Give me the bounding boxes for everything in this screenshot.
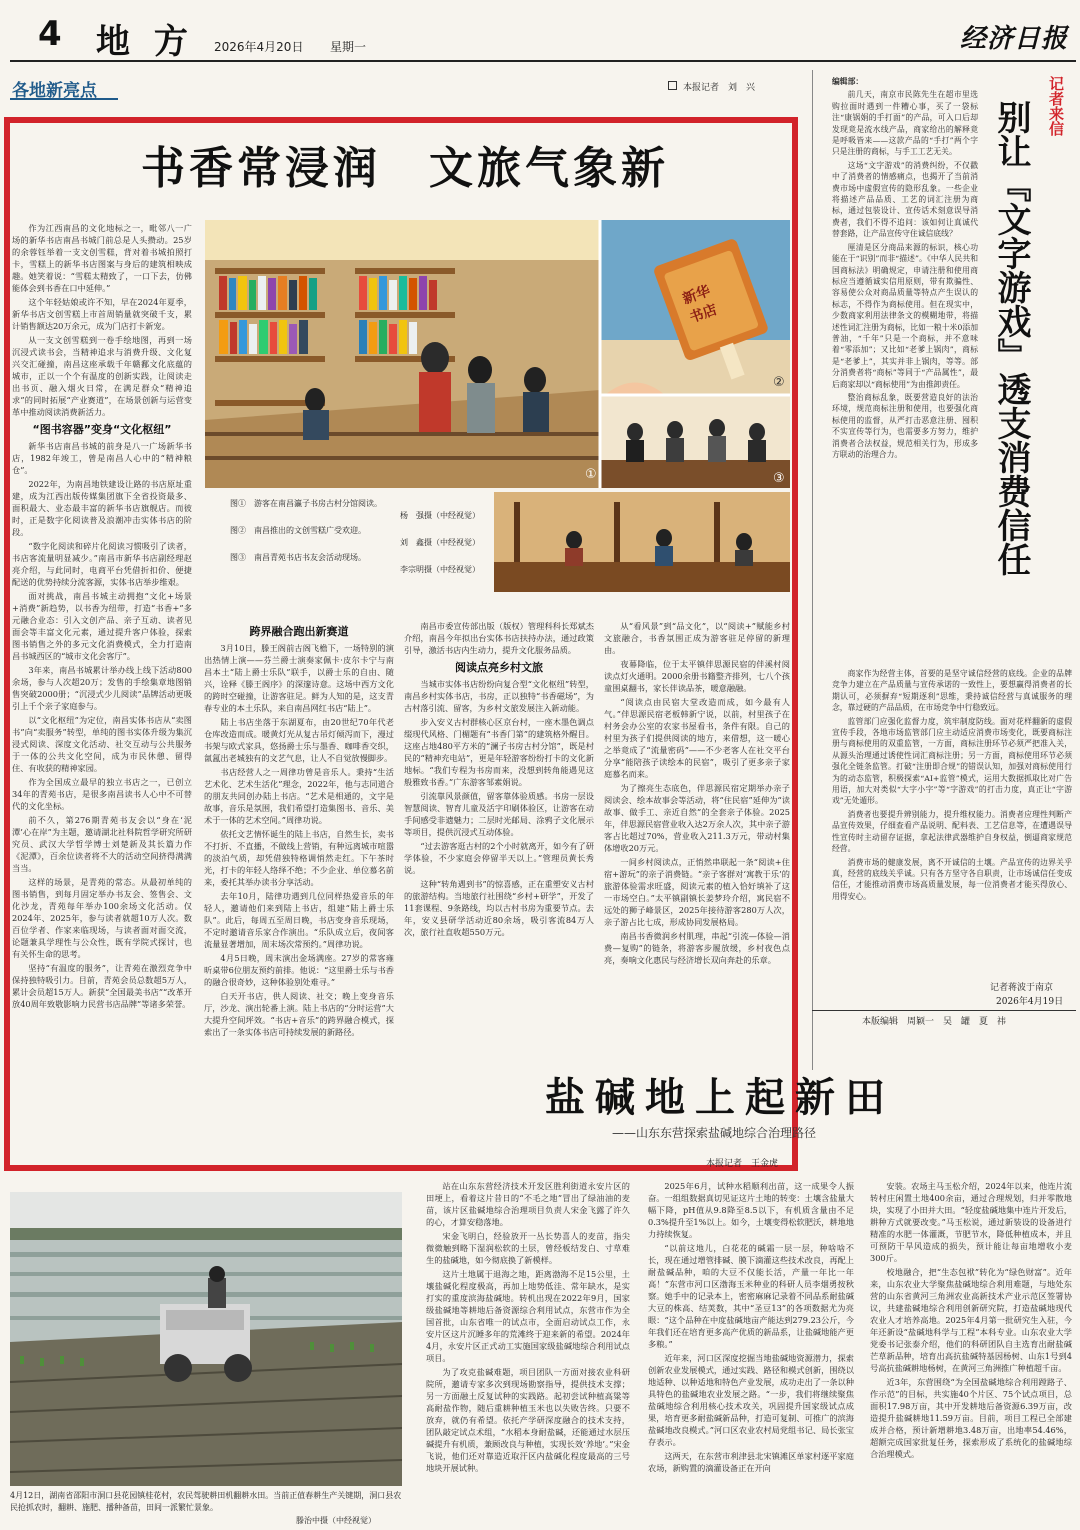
paragraph: 坚持“有温度的服务”，让青苑在激烈竞争中保持独特吸引力。目前，青苑会员总数超5万人，累计会员超15万人。新获“全国最美书店”“改革开放40周年致敬影响力民营书店品牌”等诸多荣誉。 — [12, 963, 192, 1009]
letter-body-bottom — [832, 668, 1072, 902]
feature-col3-body — [404, 678, 594, 938]
paragraph: 面对挑战，南昌书城主动拥抱“文化+场景+消费”新趋势，以书香为纽带，打造“书香+”多元融合业态：引入文创产品、亲子互动、读者见面会等丰富文化元素，通过提升客户体验，探索图书销售之外的多元文化消费模式，全力打造南昌书城西区的“城市文化会客厅”。 — [12, 591, 192, 661]
photo4-svg — [494, 492, 790, 592]
photo-number-3: ③ — [773, 471, 785, 486]
caption-number: 图① — [230, 499, 246, 508]
feature-col2-body — [204, 642, 394, 1038]
column-label: 记者来信 — [1047, 76, 1065, 136]
article2-column-2 — [648, 1180, 854, 1524]
feature-subhead-1: “图书容器”变身“文化枢纽” — [32, 423, 172, 436]
svg-text:书店: 书店 — [687, 301, 720, 327]
letter-signature: 记者蒋波于南京 — [990, 983, 1054, 993]
paragraph: 近3年，东营围绕“为全国盐碱地综合利用蹚路子、作示范”的目标，共实施40个片区、75个试点项目，总面积17.98万亩，其中开发耕地后备资源6.39万亩，改造提升盐碱耕地11.59万亩。目前，项目工程已全部建成并合格，预计新增耕地3.48万亩，出地率54.46%，超额完成国家批复任务，探索形成了系统化的盐碱地综合治理模式。 — [870, 1377, 1072, 1459]
paragraph: 步入安义古村群核心区京台村，一座木墨色调点缀现代风格、门楣题有“书香门第”的建筑格外醒目。这座占地480平方米的“澜子书房古村分馆”，既是村民的“精神充电站”，更是年轻游客纷纷打卡的文化新地标。“我们专程为书房而来，没想到转角能遇见这般雅致书香。”广东游客邹素娟说。 — [404, 717, 594, 787]
masthead-rule — [10, 60, 1076, 62]
letter-paragraph: 这场“文字游戏”的消费纠纷，不仅戳中了消费者的情感痛点，也揭开了当前消费市场中虚假宣传的隐形乱象。一些企业将描述产品品质、工艺的词汇注册为商标，通过包装设计、宣传话术刻意误导消费者，我们不得不追问：该如何让真诚代替套路，让产品宣传守住诚信底线？ — [832, 160, 978, 239]
paragraph: 南昌书香微润乡村肌理，串起“引流—体验—消费—复购”的链条，将游客步履放缓，乡村夜色点亮，奏响文化惠民与经济增长双向奔赴的乐章。 — [604, 931, 790, 965]
paragraph: 作为全国成立最早的独立书店之一，已创立34年的青苑书店，是很多南昌读书人心中不可替代的文化坐标。 — [12, 777, 192, 811]
caption-number: 图③ — [230, 553, 246, 562]
right-column-divider — [812, 70, 813, 1070]
paragraph: 去年10月，陆律功遇到几位同样热爱音乐的年轻人，邀请他们来到陆上书店，组建“陆上爵士乐队”。此后，每周五至周日晚，书店变身音乐现场，不定时邀请音乐家合作演出。“乐队成立后，夜间客流量显著增加，周末场次常预约。”周律功说。 — [204, 891, 394, 949]
paragraph: 从“看风景”到“品文化”，以“阅读+”赋能乡村文旅融合，书香氛围正成为游客驻足停留的新理由。 — [604, 621, 790, 655]
paragraph: 从一支文创雪糕到一卷手绘地图，再到一场沉浸式读书会，当精神追求与消费升级、文化复兴交汇碰撞，南昌这座承载千年赣鄱文化底蕴的城市，正以一个个有温度的创新实践，让阅读走出书页、融入烟火日常，在满足群众“精神追求”的同时拓展“产业赛道”，在场景创新与运营变革中推动阅读消费新活力。 — [12, 335, 192, 417]
letter-paragraph: 整治商标乱象，既要营造良好的法治环境，规范商标注册和使用，也要强化商标使用的监督，从严打击恶意注册、囤积不实宣传等行为，也需要多方努力，维护消费者合法权益，规范相关行为，形成多方联动的治理合力。 — [832, 392, 978, 459]
paragraph: 3月10日，滕王阁前古阁飞檐下，一场特别的演出热情上演——芬兰爵士演奏家佩卡·皮尔卡宁与南昌本土“陆上爵士乐队”联手，以爵士乐的自由、随兴，诠释《滕王阁序》的深邃诗意。这场中西方文化的跨时空碰撞，让游客驻足。鲜为人知的是，这支青春专业的本土乐队，来自南昌网红书店“陆上”。 — [204, 643, 394, 713]
paragraph: 新华书店南昌书城的前身是八一广场新华书店，1982年竣工，曾是南昌人心中的“精神粮仓”。 — [12, 441, 192, 475]
paragraph: 一间乡村阅读点，正悄然串联起一条“阅读+住宿+游玩”的亲子消费链。“亲子客群对‘寓教于乐’的旅游体验需求旺盛，阅读元素的植入恰好填补了这一市场空白。”太平镇副镇长姜梦玲介绍，寓民宿不远处的狮子峰景区，2025年接待游客280万人次，亲子游占比七成，形成协同发展格局。 — [604, 857, 790, 927]
paragraph: 这片土地属于退海之地，距离渤海不足15公里，土壤盐碱化程度极高，再加上地势低洼、常年缺水，是实打实的重度滨海盐碱地。转机出现在2022年9月，国家级盐碱地等耕地后备资源综合利用试点，东营市作为全国首批，山东省唯一的试点市，全面启动试点工作，永安片区这片沉睡多年的荒滩终于迎来新的希望。2024年4月，永安片区正式动工实施国家级盐碱地综合利用试点项目。 — [426, 1269, 630, 1363]
paragraph: 3年来，南昌书城累计举办线上线下活动800余场，参与人次超20万；发售的手绘集章地图销售突破2000册；“沉浸式少儿阅读”品牌活动更吸引上千个亲子家庭参与。 — [12, 665, 192, 711]
plowing-photo-credit: 滕治中摄（中经视觉） — [296, 1516, 376, 1525]
letter-salutation: 编辑部： — [832, 77, 864, 86]
paragraph: 作为江西南昌的文化地标之一，毗邻八一广场的新华书店南昌书城门前总是人头攒动。25岁的余蓉钰举着一支文创雪糕，背对着书城拍照打卡，雪糕上的新华书店图案与身后的建筑相映成趣。她笑着说：“雪糕太精致了，一口下去，仿佛能体会到书香在口中延伸。” — [12, 223, 192, 293]
caption-row — [230, 498, 480, 522]
article2-col1-body — [426, 1180, 630, 1474]
caption-credit: 李宗明摄（中经视觉） — [400, 565, 480, 574]
caption-credit: 杨 强摄（中经视觉） — [400, 511, 480, 520]
feature-col4-body — [604, 620, 790, 966]
feature-column-1 — [12, 222, 192, 1162]
bookstore-photo-collage — [205, 220, 790, 488]
article2-subtitle: ——山东东营探索盐碱地综合治理路径 — [612, 1126, 817, 1140]
paragraph: 为了攻克盐碱难题，项目团队一方面对接农业科研院所，邀请专家多次到现场勘察指导，提供技术支撑；另一方面融土反复试种的实践路。起初尝试种植高粱等高耐盐作物，随后重耕种植玉米也以失败告终。只要不放弃，就仍有希望。依托产学研深度融合的技术支持，团队敲定试点术组，“水稻本身耐盐碱，还能通过水层压碱提升有机质，兼顾改良与种植，实现长效‘养地’。”宋金飞说，他们还对靠造近取汗区内盐碱化程度最高的三号地块开展试种。 — [426, 1367, 630, 1473]
spring-plowing-photo — [10, 1192, 402, 1486]
paper-logo: 经济日报 — [960, 24, 1069, 54]
caption-text: 游客在南昌瀛子书房古村分馆阅读。 — [254, 499, 382, 508]
svg-text:新华: 新华 — [680, 282, 713, 308]
article2-title: 盐碱地上起新田 — [545, 1074, 895, 1121]
feature-col3-intro — [404, 620, 594, 656]
feature-col1-intro — [12, 222, 192, 418]
caption-number: 图② — [230, 526, 246, 535]
collage-svg — [205, 220, 790, 488]
paragraph: 安装。农场主马玉松介绍，2024年以来，他连片流转村庄闲置土地400余亩，通过合理规划，归并零散地块，实现了小田并大田。“轻度盐碱地集中连片开发后，耕种方式就要改变。”马玉松说，通过新装设的设备进行精准的水肥一体灌溉，节肥节水，降低种植成本，并且可预防干旱风造成的损失，预计能让每亩地增收小麦300斤。 — [870, 1181, 1072, 1263]
letter-body-lower — [832, 668, 1072, 968]
paragraph: 这个年轻姑娘或许不知，早在2024年夏季，新华书店文创雪糕上市首周销量就突破千支，累计销售额达20万余元，成为门店打卡新宠。 — [12, 297, 192, 331]
article2-col3-body — [870, 1180, 1072, 1460]
letter-date: 2026年4月19日 — [996, 997, 1064, 1007]
photo-4-reading-room — [494, 492, 790, 592]
paragraph: 夜幕降临，位于太平镇伴思源民宿的伴溪村阅读点灯火通明。2000余册书籍整齐排列，七八个孩童围桌翻书，家长伴读品茶，暖意融融。 — [604, 659, 790, 693]
letter-body-top — [832, 76, 978, 460]
paragraph: 这样的场景，是青苑的常态。从最初单纯的图书销售，到每月固定举办书友会、签售会、文化沙龙，青苑每年举办100余场文化活动。仅2024年、2025年，参与读者就超10万人次。数百位学者、作家来临现场，与读者面对面交流，论题兼具学理性与公众性，既有学院式探讨，也有关怀生命的思考。 — [12, 877, 192, 959]
page-name: 地 方 — [96, 22, 194, 62]
letter-paragraph: 厘清是区分商品来源的标识，核心功能在于“识别”而非“描述”。《中华人民共和国商标法》明确规定，申请注册和使用商标应当遵循诚实信用原则，带有欺骗性、容易使公众对商品质量等特点产生误认的标志，不得作为商标使用。但在现实中，少数商家利用法律条文的模糊地带，将描述性词汇注册为商标，比如一粮十米0添加普油，“千年”只是一个商标，并不意味着“零添加”；又比如“老爹上锅肉”，商标是“老爹上”，其实并非上锅肉，等等。部分消费者将“商标”等同于“产品属性”，最后商家却以“商标使用”为由推卸责任。 — [832, 242, 978, 389]
paragraph: 2022年，为南昌地铁建设让路的书店原址重建，成为江西出版传媒集团旗下全省投资最多、面积最大、业态最丰富的新华书店旗舰店。而彼时，正是数字化阅读普及浪潮冲击实体书店的阶段。 — [12, 479, 192, 537]
paragraph: “以前这地儿，白花花的碱霜一层一层，种啥啥不长，现在通过增管排碱、膜下滴灌这些技术改良，再配上耐盐碱品种，咱的大豆不仅能长活，产量一年比一年高！”东营市河口区渤海玉米种业的科研人员李烟勇按秋察。她手中的记录本上，密密麻麻记录着不同品系耐盐碱大豆的株高、结荚数，其中“圣豆13”的各项数据尤为亮眼：“这个品种在中度盐碱地亩产能达到279.23公斤，今年我们还在培育更多高产优质的新品系，让盐碱地能产更多粮。” — [648, 1243, 854, 1349]
paragraph: “过去游客逛古村的2个小时就离开，如今有了研学体验，不少家庭会停留半天以上。”管理员黄长秀说。 — [404, 841, 594, 875]
paragraph: 引流靠风景颜值，留客靠体验质感。书房一层设智慧阅读、智育儿童及活字印刷体验区，让游客在动手间感受非遗魅力；二层时光邮局、涂鸦子文化展示等项目，提供沉浸式互动体验。 — [404, 791, 594, 837]
caption-text: 南昌推出的文创雪糕广受欢迎。 — [254, 526, 366, 535]
masthead — [0, 0, 1080, 70]
paragraph: 南昌市委宣传部出版（版权）管理科科长郑斌杰介绍，南昌今年拟出台实体书店扶持办法，通过政策引导，激活书店内生动力，提升文化服务品质。 — [404, 621, 594, 655]
paragraph: 当城市实体书店纷纷向复合型“文化枢纽”转型，南昌乡村实体书店，书房，正以独特“书香磁场”，为古村落引流、留客，为乡村文旅发展注入新动能。 — [404, 679, 594, 713]
issue-weekday: 星期一 — [330, 40, 367, 54]
photo-number-2: ② — [773, 375, 785, 390]
letter-paragraph: 商家作为经营主体，首要的是坚守诚信经营的底线。企业的品牌竞争力建立在产品质量与宣传承诺的一致性上，要想赢得消费者的长期认可，必须摒弃“短期逐利”思维，秉持诚信经营与真诚服务的理念，靠过硬的产品品质，在市场竞争中行稳致远。 — [832, 669, 1072, 713]
feature-column-2 — [204, 620, 394, 1160]
paragraph: 校地融合，把“生态包袱”转化为“绿色财富”。近年来，山东农业大学聚焦盐碱地综合利用难题，与地处东营的山东省黄河三角洲农业高新技术产业示范区签署协议，共建盐碱地综合利用创新研究院，打造盐碱地现代农业人才培养高地。2025年4月第一批研究生入驻，今年还新设“盐碱地科学与工程”本科专业。山东农业大学党委书记张泰介绍，他们的科研团队自主选育出耐盐碱芒草新品种，培育出高抗盐碱特基因杨树、山东1号到4号高抗盐碱耕地杨树，在黄河三角洲推广种植超千亩。 — [870, 1267, 1072, 1373]
paragraph: “数字化阅读和碎片化阅读习惯吸引了读者，书店客流量明显减少。”南昌市新华书店副经理赵亮介绍，与此同时，电商平台凭借折扣价、便捷配送的优势持续分流客源，实体书店举步维艰。 — [12, 541, 192, 587]
byline-square-icon — [668, 81, 677, 90]
article2-column-1 — [426, 1180, 630, 1524]
feature-subhead-3: 阅读点亮乡村文旅 — [455, 661, 543, 674]
paragraph: 白天开书店，供人阅读、社交；晚上变身音乐厅，沙龙、演出轮番上演。陆上书店的“分时运营”大大提升空间坪效。“书店+音乐”的跨界融合模式，探索出了一条实体书店可持续发展的新路径。 — [204, 991, 394, 1037]
photo-captions — [230, 498, 480, 579]
feature-title: 书香常浸润 文旅气象新 — [141, 143, 669, 194]
paragraph: 依托文艺情怀诞生的陆上书店，自然生长，卖书不打折、不直播，不做线上营销，有种远离城市喧嚣的淡泊气质，却凭借独特格调悄然走红。下午茶时光，打卡的年轻人络绎不绝；不少企业、单位慕名前来，委托其举办读书分享活动。 — [204, 829, 394, 887]
caption-text: 南昌青苑书店书友会活动现场。 — [254, 553, 366, 562]
paragraph: 陆上书店坐落于东湖夏布，由20世纪70年代老仓库改造而成。暖黄灯光从复古吊灯倾泻而下，漫过书架与欧式家具，悠扬爵士乐与墨香、咖啡香交织，氤氲出老城独有的文艺气息，让人不自觉放慢脚步。 — [204, 717, 394, 763]
paragraph: “阅读点由民宿大堂改造而成，如今最有人气。”伴思源民宿老板韩新宁说，以前，村里孩子在村务会办公室的农家书屋看书，条件有限。自己的村里为孩子们提供阅读的地方，来借想，这一暖心之举竟成了“流量密码”——不少老客人在社交平台分享“能陪孩子读绘本的民宿”，吸引了更多亲子家庭慕名而来。 — [604, 697, 790, 779]
paragraph: 宋金飞明白，经验放开一丛长势喜人的麦苗，指尖微微触到略下湿润松软的土层，曾经板结发白、寸草难生的盐碱地，如今彻底换了新模样。 — [426, 1231, 630, 1265]
plowing-photo-svg — [10, 1192, 402, 1486]
letter-paragraph: 前几天，南京市民陈先生在超市里选购拉面时遇到一件糟心事，买了一袋标注“康锅娟的手打面”的产品，可入口后却发现竟是流水线产品，商家给出的解释竟是呼吸皆来——这款产品的“手打”两个字只是注册的商标，与手工工艺无关。 — [832, 90, 978, 157]
paragraph: 2025年6月，试种水稻顺利出苗，这一成果令人振奋。一组组数据真切见证这片土地的转变：土壤含盐量大幅下降，pH值从9.8降至8.5以下，有机质含量由不足0.3%提升至1%以上。如今，土壤变得松软肥沃，耕地地力持续恢复。 — [648, 1181, 854, 1239]
paragraph: 前不久，第276期青苑书友会以“身在‘泥潭’心在岸”为主题，邀请湖北社科院哲学研究所研究员、武汉大学哲学博士刘楚新及其长篇力作《泥潭》，百余位读者将不大的活动空间挤得满满当当。 — [12, 815, 192, 873]
paragraph: 站在山东东营经济技术开发区胜利街道永安片区的田埂上，看着这片昔日的“不毛之地”冒出了绿油油的麦苗，该片区盐碱地综合治理项目负责人宋金飞露了许久的心，才算安稳落地。 — [426, 1181, 630, 1227]
paragraph: 近年来，河口区深度挖掘当地盐碱地资源潜力，探索创新农业发展模式，通过实践、路径和模式创新，围绕以地适种、以种适地和特色产业发展，成功走出了一条以种具特色的盐碱地农业发展之路。“一步，我们将继续聚焦盐碱地综合利用核心技术攻关，巩固提升国家级试点成果，培育更多耐盐碱新品种，打造可复制、可推广的滨海盐碱地改良模式。”河口区农业农村局党组书记、局长张宝存表示。 — [648, 1353, 854, 1447]
paragraph: 这种“转角遇到书”的惊喜感，正在重塑安义古村的旅游结构。当地旅行社围绕“乡村+研学”，开发了11套课程、9条路线，均以古村书房为重要节点。去年，安义县研学活动近80余场，吸引客流84万人次，旅行社直收超550万元。 — [404, 879, 594, 937]
editors-credit: 本版编辑 周颖一 吴 罐 夏 祎 — [862, 1017, 1007, 1027]
column-title: 别让『文字游戏』透支消费信任 — [991, 100, 1031, 576]
top-byline: 本报记者 刘 兴 — [668, 80, 755, 93]
caption-row — [230, 525, 480, 549]
caption-row — [230, 552, 480, 576]
section-tag: 各地新亮点 — [12, 81, 97, 101]
paragraph: 这两天，在东营市利津县北宋镇滩区单家村逐平家庭农场，新购置的滴灌设备正在开向 — [648, 1451, 854, 1473]
page-number: 4 — [38, 14, 62, 54]
issue-date: 2026年4月20日 — [214, 40, 304, 54]
article2-col2-body — [648, 1180, 854, 1474]
paragraph: 书店经营人之一周律功曾是音乐人。秉持“生活艺术化、艺术生活化”理念，2022年，他与志同道合的朋友共同创办陆上书店。“艺术是相通的，文字是故事，音乐是氛围，我们希望打造集图书、音乐、美术于一体的艺术空间。”周律功说。 — [204, 767, 394, 825]
letter-paragraph: 监管部门应强化监督力度，筑牢制度防线。面对花样翻新的虚假宣传手段，各地市场监管部门应主动适应消费市场变化，既要商标注册与商标使用的双重监管，一方面，商标注册环节必须严把准入关，从源头治理通过诱使性词汇商标注册；另一方面，商标使用环节必须强化全链条监管。打破“注册即合规”的错误认知，加强对商标使用行为的动态监管，积极探索“AI+监管”模式，运用大数据抓取比对广告用语，加大对类似“大字小字”等“字游戏”的打击力度，真正让“字游戏”无处遁形。 — [832, 716, 1072, 806]
paragraph: 以“文化枢纽”为定位，南昌实体书店从“卖图书”向“卖服务”转型，单纯的图书实体升级为集沉浸式阅读、深度文化活动、社交互动与公共服务于一体的公共文化空间，成为市民休憩、留得住、有收获的精神家园。 — [12, 715, 192, 773]
caption-credit: 刘 鑫摄（中经视觉） — [400, 538, 480, 547]
article2-column-3 — [870, 1180, 1072, 1524]
paragraph: 为了擦亮生态底色，伴思源民宿定期举办亲子阅读会、绘本故事会等活动，将“住民宿”延伸为“读故事、做手工、亲近自然”的全套亲子体验。2025年，伴思源民宿营业收入达2万余人次，其中亲子游客占比超过70%，营业收入211.3万元，带动村集体增收20万元。 — [604, 783, 790, 853]
editors-rule — [812, 1010, 1076, 1011]
feature-subhead-2: 跨界融合跑出新赛道 — [249, 625, 349, 638]
letter-body — [832, 76, 978, 636]
letter-paragraph: 消费市场的健康发展，离不开诚信的土壤。产品宣传的边界关乎真，经营的底线关乎诚。只有各方坚守各自职责，让市场诚信任变成信任，才能推动消费市场高质量发展，每一位消费者才能买得放心、用得安心。 — [832, 857, 1072, 901]
paragraph: 4月5日晚，周末演出金场满座。27岁的常客雍昕桌带6位朋友预约前排。他说：“这里爵士乐与书香的融合很奇妙，这种体验别处难寻。” — [204, 953, 394, 987]
feature-col1-body — [12, 440, 192, 1010]
plowing-photo-caption: 4月12日，湖南省邵阳市洞口县花园镇桂花村，农民驾驶耕田机翻耕水田。当前正值春耕生产关键期，洞口县农民抢抓农时，翻耕、施肥、播种备苗，田间一派繁忙景象。 — [10, 1491, 402, 1512]
letter-paragraph: 消费者也要提升辨别能力，提升维权能力。消费者应理性判断产品宣传效果，仔细查看产品说明、配料表、工艺信息等，在遭遇误导性宣传时主动留存证据，拿起法律武器维护自身权益，倒逼商家规范经营。 — [832, 809, 1072, 854]
caption-list — [230, 498, 480, 576]
section-tag-underline — [10, 98, 118, 100]
article2-byline: 本报记者 王金虎 — [706, 1159, 779, 1169]
photo-number-1: ① — [585, 467, 597, 482]
